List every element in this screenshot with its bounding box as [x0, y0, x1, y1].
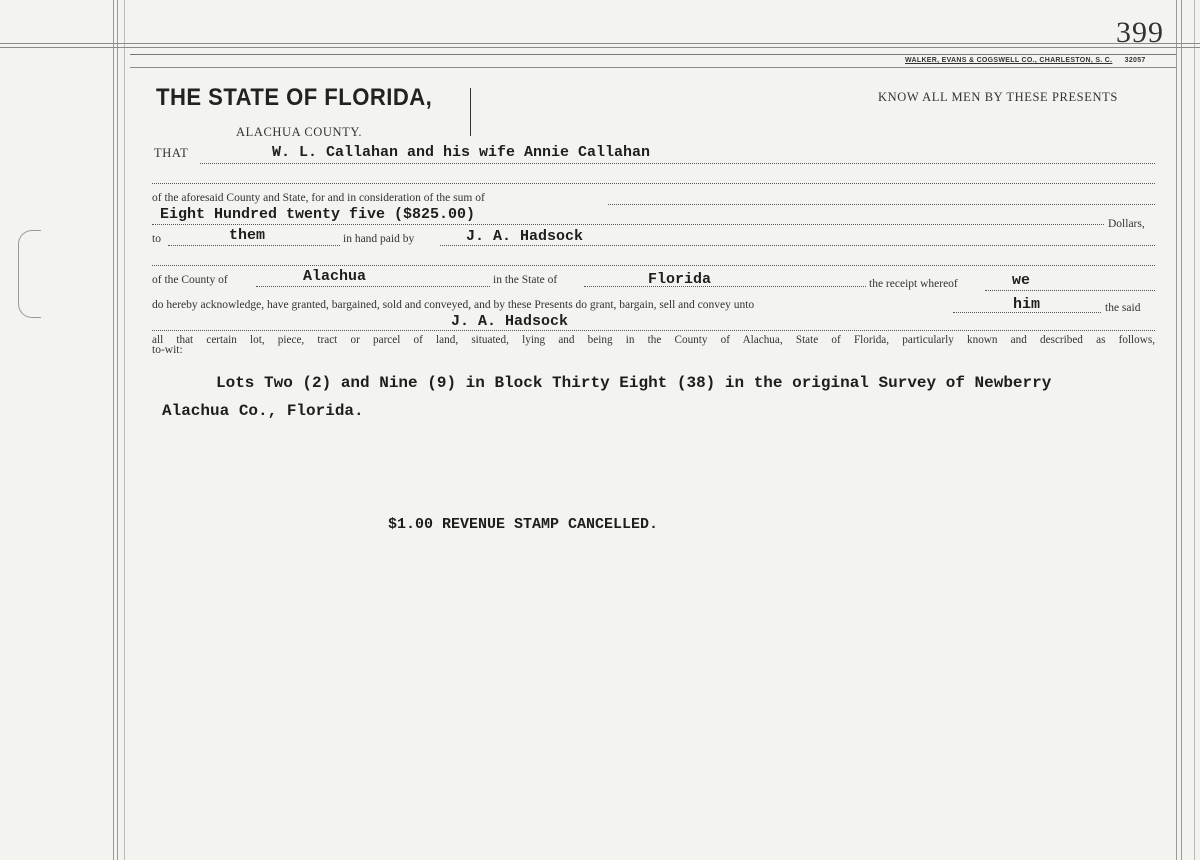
county-field: Alachua: [303, 268, 367, 285]
consideration-label: of the aforesaid County and State, for and in consideration of the sum of: [152, 192, 485, 204]
top-rule: [130, 54, 1176, 55]
county-heading: ALACHUA COUNTY.: [236, 125, 363, 139]
binder-tab-mark: [18, 230, 41, 318]
receipt-label: the receipt whereof: [869, 278, 958, 290]
in-state-label: in the State of: [493, 274, 558, 286]
paid-to-line: [168, 245, 340, 246]
receipt-field: we: [1012, 272, 1031, 289]
dollars-label: Dollars,: [1108, 218, 1145, 230]
all-that-label: all that certain lot, piece, tract or parcel of land, situated, lying and being in the County of Alachua, State of Florida, particularly known and described as follows,: [152, 334, 1155, 346]
description-line-1: Lots Two (2) and Nine (9) in Block Thirty Eight (38) in the original Survey of Newberry: [216, 374, 1052, 392]
county-line: [256, 286, 490, 287]
right-margin-line: [1194, 0, 1195, 860]
left-margin-line: [117, 0, 118, 860]
the-said-label: the said: [1105, 302, 1141, 314]
amount-line: [152, 224, 1104, 225]
state-field: Florida: [648, 271, 712, 288]
grantee-field: J. A. Hadsock: [451, 313, 569, 330]
grantee-line: [152, 330, 1155, 331]
hand-paid-label: in hand paid by: [343, 233, 415, 245]
paid-to-field: them: [229, 227, 266, 244]
of-county-label: of the County of: [152, 274, 228, 286]
know-all-heading: KNOW ALL MEN BY THESE PRESENTS: [878, 90, 1118, 104]
left-margin-line: [113, 0, 114, 860]
grantor-line: [200, 163, 1155, 164]
receipt-line: [985, 290, 1155, 291]
imprint-rule: [130, 67, 1176, 68]
blank-line: [152, 265, 1155, 266]
acknowledge-label: do hereby acknowledge, have granted, bargained, sold and conveyed, and by these Presents do grant, bargain, sell and convey unto: [152, 299, 755, 311]
paid-by-line: [440, 245, 1155, 246]
left-margin-line: [124, 0, 125, 860]
paid-by-field: J. A. Hadsock: [466, 228, 584, 245]
consideration-line: [608, 204, 1155, 205]
form-number: 32057: [1124, 57, 1146, 64]
top-rule: [0, 43, 1200, 44]
to-wit-label: to-wit:: [152, 344, 183, 356]
right-margin-line: [1181, 0, 1182, 860]
that-label: THAT: [154, 146, 189, 160]
header-brace: [470, 88, 471, 136]
printer-imprint: [905, 57, 1146, 64]
right-margin-line: [1176, 0, 1177, 860]
state-title: THE STATE OF FLORIDA,: [156, 84, 433, 111]
blank-line: [152, 183, 1155, 184]
printer-name: WALKER, EVANS & COGSWELL CO., CHARLESTON, S. C.: [905, 57, 1113, 64]
grantors-field: W. L. Callahan and his wife Annie Callahan: [272, 144, 651, 161]
page-number: 399: [1116, 16, 1164, 49]
convey-to-field: him: [1013, 296, 1041, 313]
revenue-stamp-note: $1.00 REVENUE STAMP CANCELLED.: [388, 516, 659, 533]
state-line: [584, 286, 866, 287]
amount-field: Eight Hundred twenty five ($825.00): [160, 206, 476, 223]
to-label: to: [152, 233, 161, 245]
top-rule: [0, 47, 1200, 48]
description-line-2: Alachua Co., Florida.: [162, 402, 364, 420]
